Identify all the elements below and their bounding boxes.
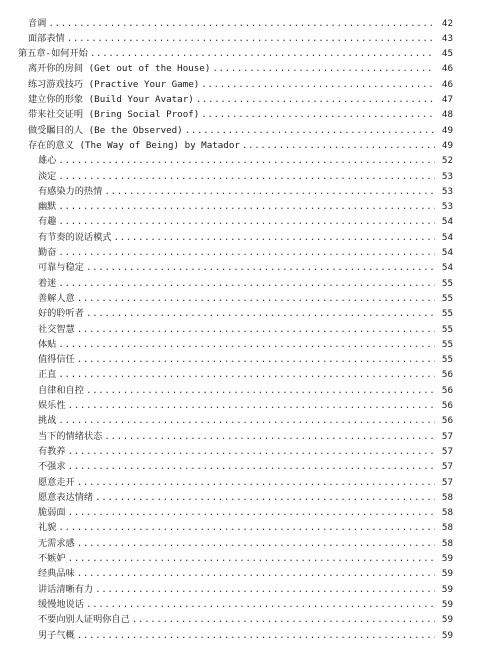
dot-leader bbox=[68, 446, 435, 457]
toc-entry[interactable] bbox=[38, 583, 453, 595]
dot-leader bbox=[77, 477, 435, 488]
toc-entry-page-number: 57 bbox=[441, 445, 453, 457]
toc-entry-page-number: 56 bbox=[441, 400, 453, 411]
dot-leader bbox=[77, 354, 435, 365]
toc-entry[interactable] bbox=[38, 170, 453, 182]
toc-entry[interactable] bbox=[38, 552, 453, 564]
toc-entry[interactable] bbox=[38, 338, 453, 350]
toc-entry-title: 做受瞩目的人 (Be the Observed) bbox=[28, 124, 183, 136]
toc-entry-page-number: 57 bbox=[441, 476, 453, 488]
dot-leader bbox=[58, 201, 435, 212]
dot-leader bbox=[58, 216, 435, 227]
dot-leader bbox=[95, 584, 435, 595]
dot-leader bbox=[201, 109, 435, 120]
toc-entry-title: 带来社交证明 (Bring Social Proof) bbox=[28, 109, 200, 121]
toc-entry-page-number: 59 bbox=[441, 568, 453, 580]
toc-entry-title: 值得信任 bbox=[38, 354, 75, 366]
dot-leader bbox=[77, 568, 435, 579]
toc-entry-title: 经典品味 bbox=[38, 568, 75, 580]
toc-entry-title: 有节奏的说话模式 bbox=[38, 231, 112, 243]
toc-entry-title: 离开你的房间 (Get out of the House) bbox=[28, 63, 211, 75]
toc-entry[interactable] bbox=[28, 93, 453, 105]
dot-leader bbox=[77, 324, 435, 335]
toc-entry-title: 面部表情 bbox=[28, 32, 65, 44]
toc-entry-title: 着迷 bbox=[38, 277, 57, 289]
toc-entry-title: 愿意表达情绪 bbox=[38, 491, 94, 503]
toc-entry-title: 娱乐性 bbox=[38, 400, 66, 411]
toc-entry-title: 无需求感 bbox=[38, 537, 75, 549]
toc-entry-title: 可靠与稳定 bbox=[38, 262, 84, 274]
toc-entry-title: 雄心 bbox=[38, 155, 57, 167]
dot-leader bbox=[86, 599, 435, 610]
toc-entry-title: 第五章-如何开始 bbox=[18, 48, 88, 60]
toc-entry[interactable] bbox=[38, 445, 453, 457]
dot-leader bbox=[90, 48, 435, 59]
toc-entry-title: 练习游戏技巧 (Practive Your Game) bbox=[28, 78, 200, 90]
toc-entry-page-number: 55 bbox=[441, 338, 453, 350]
dot-leader bbox=[48, 18, 435, 29]
toc-entry-title: 挑战 bbox=[38, 415, 57, 427]
dot-leader bbox=[58, 247, 435, 258]
toc-entry[interactable] bbox=[28, 108, 453, 120]
dot-leader bbox=[104, 431, 435, 442]
dot-leader bbox=[58, 522, 435, 533]
toc-entry-page-number: 47 bbox=[441, 94, 453, 105]
toc-entry-title: 善解人意 bbox=[38, 292, 75, 304]
toc-entry[interactable] bbox=[38, 323, 453, 335]
dot-leader bbox=[132, 614, 435, 625]
toc-entry-page-number: 59 bbox=[441, 583, 453, 595]
toc-entry[interactable] bbox=[28, 124, 453, 136]
toc-entry[interactable] bbox=[38, 185, 453, 197]
dot-leader bbox=[68, 507, 435, 518]
toc-entry-page-number: 55 bbox=[441, 308, 453, 320]
toc-entry-page-number: 56 bbox=[441, 415, 453, 427]
toc-entry[interactable] bbox=[28, 17, 453, 29]
dot-leader bbox=[95, 492, 435, 503]
toc-entry-page-number: 43 bbox=[441, 32, 453, 44]
toc-entry[interactable] bbox=[38, 277, 453, 289]
toc-entry[interactable] bbox=[38, 292, 453, 304]
toc-entry-page-number: 55 bbox=[441, 292, 453, 304]
toc-entry-page-number: 58 bbox=[441, 522, 453, 534]
dot-leader bbox=[86, 308, 435, 319]
toc-entry-page-number: 55 bbox=[441, 323, 453, 335]
toc-entry-page-number: 53 bbox=[441, 185, 453, 197]
toc-entry-page-number: 42 bbox=[441, 17, 453, 29]
toc-entry-title: 不嫉妒 bbox=[38, 553, 66, 564]
toc-entry[interactable] bbox=[38, 384, 453, 396]
toc-entry-title: 体贴 bbox=[38, 338, 57, 350]
toc-entry-page-number: 53 bbox=[441, 201, 453, 213]
toc-entry-title: 好的聆听者 bbox=[38, 308, 84, 320]
toc-entry-title: 讲话清晰有力 bbox=[38, 583, 94, 595]
dot-leader bbox=[68, 400, 435, 411]
dot-leader bbox=[114, 232, 436, 243]
toc-entry[interactable] bbox=[28, 62, 453, 74]
toc-entry-title: 正直 bbox=[38, 369, 57, 381]
toc-entry-page-number: 46 bbox=[441, 78, 453, 90]
toc-entry-title: 男子气概 bbox=[38, 629, 75, 641]
dot-leader bbox=[58, 171, 435, 182]
toc-entry-page-number: 48 bbox=[441, 109, 453, 121]
toc-entry[interactable] bbox=[38, 414, 453, 426]
toc-entry[interactable] bbox=[38, 506, 453, 518]
toc-entry-title: 社交智慧 bbox=[38, 323, 75, 335]
toc-entry[interactable] bbox=[38, 460, 453, 472]
toc-entry-page-number: 53 bbox=[441, 170, 453, 182]
toc-entry-title: 当下的情绪状态 bbox=[38, 430, 103, 442]
toc-entry-page-number: 45 bbox=[441, 48, 453, 60]
toc-entry-page-number: 54 bbox=[441, 216, 453, 228]
dot-leader bbox=[77, 538, 435, 549]
dot-leader bbox=[212, 63, 435, 74]
dot-leader bbox=[67, 33, 435, 44]
toc-entry-page-number: 59 bbox=[441, 553, 453, 564]
toc-entry-page-number: 57 bbox=[441, 430, 453, 442]
toc-chapter-entry[interactable] bbox=[18, 47, 453, 59]
toc-entry-title: 缓慢地说话 bbox=[38, 598, 84, 610]
toc-entry-page-number: 58 bbox=[441, 507, 453, 519]
dot-leader bbox=[77, 293, 435, 304]
toc-entry[interactable] bbox=[38, 231, 453, 243]
toc-entry-title: 存在的意义 (The Way of Being) by Matador bbox=[28, 139, 240, 151]
toc-entry-page-number: 58 bbox=[441, 537, 453, 549]
dot-leader bbox=[242, 140, 435, 151]
dot-leader bbox=[58, 415, 435, 426]
dot-leader bbox=[86, 385, 435, 396]
toc-entry-page-number: 54 bbox=[441, 262, 453, 274]
dot-leader bbox=[58, 369, 435, 380]
toc-entry-title: 不强求 bbox=[38, 461, 66, 473]
toc-entry-title: 不要向别人证明你自己 bbox=[38, 614, 130, 626]
toc-entry[interactable] bbox=[38, 598, 453, 610]
toc-entry-title: 有教养 bbox=[38, 445, 66, 457]
toc-entry-page-number: 54 bbox=[441, 247, 453, 258]
toc-entry-page-number: 54 bbox=[441, 231, 453, 243]
dot-leader bbox=[185, 125, 435, 136]
toc-entry-title: 建立你的形象 (Build Your Avatar) bbox=[28, 94, 194, 105]
dot-leader bbox=[58, 278, 435, 289]
toc-entry[interactable] bbox=[38, 368, 453, 380]
toc-entry-page-number: 55 bbox=[441, 277, 453, 289]
dot-leader bbox=[196, 94, 435, 105]
toc-entry-page-number: 56 bbox=[441, 384, 453, 396]
dot-leader bbox=[104, 186, 435, 197]
toc-entry-title: 幽默 bbox=[38, 201, 57, 213]
toc-entry[interactable] bbox=[38, 307, 453, 319]
toc-entry[interactable] bbox=[38, 154, 453, 166]
dot-leader bbox=[77, 630, 435, 641]
toc-entry-title: 淡定 bbox=[38, 170, 57, 182]
toc-entry-page-number: 55 bbox=[441, 354, 453, 366]
toc-entry-title: 脆弱面 bbox=[38, 507, 66, 519]
toc-entry[interactable] bbox=[28, 139, 453, 151]
dot-leader bbox=[201, 79, 435, 90]
toc-entry-page-number: 57 bbox=[441, 461, 453, 473]
toc-entry-title: 音调 bbox=[28, 17, 47, 29]
dot-leader bbox=[68, 553, 435, 564]
toc-entry[interactable] bbox=[38, 246, 453, 258]
toc-entry[interactable] bbox=[38, 537, 453, 549]
toc-entry[interactable] bbox=[38, 476, 453, 488]
toc-entry-title: 愿意走开 bbox=[38, 476, 75, 488]
toc-entry-title: 自律和自控 bbox=[38, 384, 84, 396]
toc-entry[interactable] bbox=[38, 399, 453, 411]
toc-entry-title: 有感染力的热情 bbox=[38, 185, 103, 197]
dot-leader bbox=[86, 262, 435, 273]
toc-entry-title: 有趣 bbox=[38, 216, 57, 228]
toc-entry[interactable] bbox=[38, 430, 453, 442]
toc-entry-page-number: 56 bbox=[441, 369, 453, 381]
toc-entry[interactable] bbox=[28, 78, 453, 90]
toc-entry[interactable] bbox=[38, 613, 453, 625]
toc-entry-page-number: 59 bbox=[441, 629, 453, 641]
toc-entry[interactable] bbox=[38, 215, 453, 227]
toc-entry[interactable] bbox=[38, 521, 453, 533]
toc-entry-page-number: 46 bbox=[441, 63, 453, 75]
toc-entry-page-number: 49 bbox=[441, 124, 453, 136]
toc-entry[interactable] bbox=[38, 261, 453, 273]
toc-entry-title: 勤奋 bbox=[38, 247, 57, 258]
toc-entry[interactable] bbox=[38, 629, 453, 641]
toc-entry-page-number: 52 bbox=[441, 155, 453, 167]
toc-entry[interactable] bbox=[28, 32, 453, 44]
toc-entry[interactable] bbox=[38, 200, 453, 212]
toc-entry-page-number: 59 bbox=[441, 598, 453, 610]
toc-entry-page-number: 59 bbox=[441, 614, 453, 626]
toc-entry[interactable] bbox=[38, 491, 453, 503]
toc-entry-page-number: 58 bbox=[441, 491, 453, 503]
toc-entry[interactable] bbox=[38, 567, 453, 579]
toc-entry-page-number: 49 bbox=[441, 139, 453, 151]
dot-leader bbox=[68, 461, 435, 472]
toc-entry[interactable] bbox=[38, 353, 453, 365]
dot-leader bbox=[58, 339, 435, 350]
dot-leader bbox=[58, 155, 435, 166]
toc-entry-title: 礼貌 bbox=[38, 522, 57, 534]
